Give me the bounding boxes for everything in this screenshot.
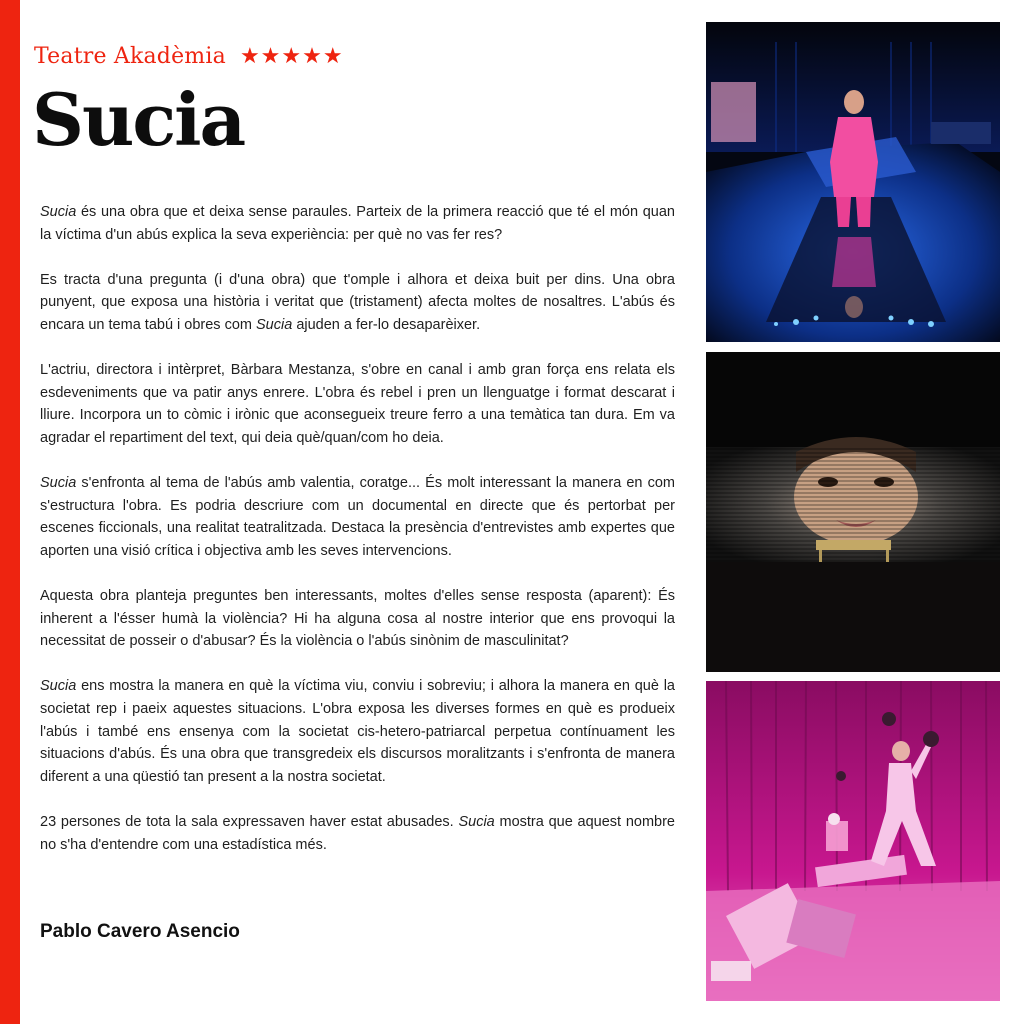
page-title: Sucia	[32, 77, 245, 162]
paragraph: 23 persones de tota la sala expressaven haver estat abusades. Sucia mostra que aquest nombre no s'ha d'entendre com una estadística més.	[40, 814, 675, 853]
accent-bar	[0, 0, 20, 1024]
venue-header	[34, 44, 344, 69]
paragraph: L'actriu, directora i intèrpret, Bàrbara Mestanza, s'obre en canal i amb gran força ens relata els esdeveniments que va patir anys enrere. L'obra és rebel i pren un llenguatge i format descarat i lliure. Incorpora un to còmic i irònic que aconsegueix treure ferro a una temàtica tan dura. Em va agradar el repartiment del text, qui deia què/quan/com ho deia.	[40, 362, 675, 446]
venue-name: Teatre Akadèmia	[34, 44, 226, 69]
paragraph: Es tracta d'una pregunta (i d'una obra) que t'omple i alhora et deixa buit per dins. Una obra punyent, que exposa una història i veritat que (tristament) afecta moltes de nosaltres. L'abús és encara un tema tabú i obres com Sucia ajuden a fer-lo desaparèixer.	[40, 271, 675, 333]
paragraph: Sucia és una obra que et deixa sense paraules. Parteix de la primera reacció que té el món quan la víctima d'un abús explica la seva experiència: per què no vas fer res?	[40, 204, 675, 243]
paragraph: Sucia ens mostra la manera en què la víctima viu, conviu i sobreviu; i alhora la manera en què la societat rep i paeix aquestes situacions. L'obra exposa les diverses formes en què es produeix l'abús i també ens ensenya com la societat cis-hetero-patriarcal perpetua contínuament les situacions d'abús. És una obra que transgredeix els discursos moralitzants i s'enfronta de manera diferent a una qüestió tan present a la nostra societat.	[40, 678, 675, 785]
rating-stars: ★★★★★	[239, 44, 344, 69]
paragraph: Sucia s'enfronta al tema de l'abús amb valentia, coratge... És molt interessant la manera en com s'estructura l'obra. Es podria descriure com un documental en directe que és pertorbat per escenes ficcionals, una realitat teatralitzada. Destaca la presència d'entrevistes amb expertes que aporten una visió crítica i objectiva amb les seves intervencions.	[40, 475, 675, 559]
review-body	[40, 201, 675, 879]
stage-photo-blue	[706, 22, 1000, 342]
stage-photo-magenta	[706, 681, 1000, 1001]
paragraph: Aquesta obra planteja preguntes ben interessants, moltes d'elles sense resposta (aparent): És inherent a l'ésser humà la violència? Hi ha alguna cosa al nostre interior que ens provoqui la necessitat de posseir o d'abusar? És la violència o l'abús sinònim de masculinitat?	[40, 588, 675, 650]
stage-photo-projection	[706, 352, 1000, 672]
author-name: Pablo Cavero Asencio	[40, 921, 240, 942]
